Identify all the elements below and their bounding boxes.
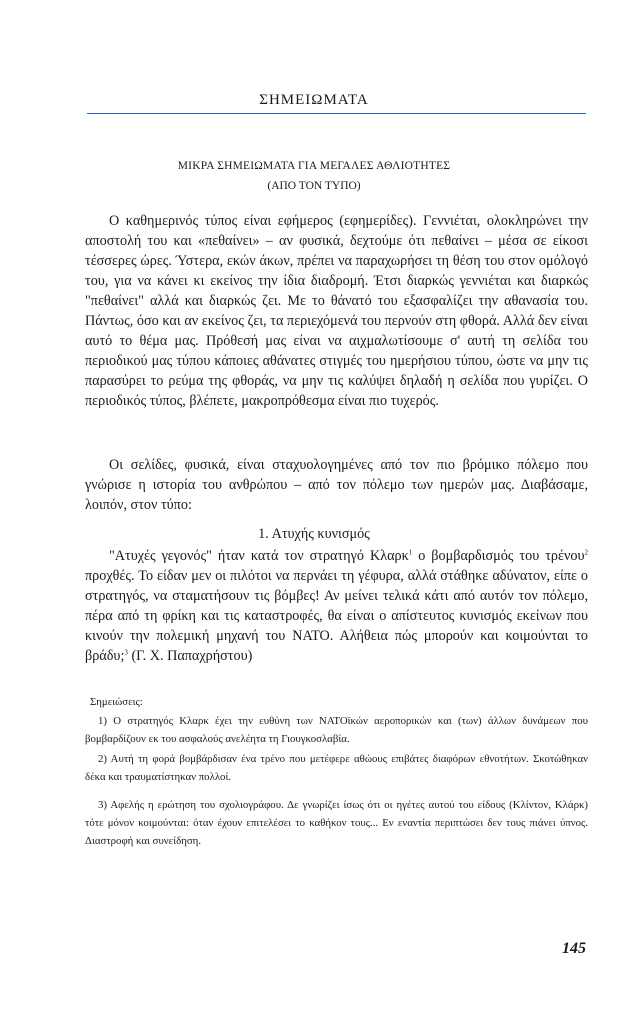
page-number: 145 [562, 940, 586, 957]
body-paragraph-1 [85, 211, 588, 411]
article-title: ΜΙΚΡΑ ΣΗΜΕΙΩΜΑΤΑ ΓΙΑ ΜΕΓΑΛΕΣ ΑΘΛΙΟΤΗΤΕΣ [177, 160, 451, 172]
footnote-ref: 2 [584, 548, 588, 557]
article-subtitle: (ΑΠΟ ΤΟΝ ΤΥΠΟ) [267, 180, 361, 192]
footnote-text: 1) Ο στρατηγός Κλαρκ έχει την ευθύνη των ΝΑΤΟϊκών αεροπορικών και (των) άλλων δυνάμεων που βομβαρδίζουν εκ του ασφαλούς ανελέητα τη Γιουγκοσλαβία. [85, 715, 588, 745]
header-rule [87, 113, 586, 114]
footnote-2 [85, 750, 588, 786]
footnote-text: 3) Αφελής η ερώτηση του σχολιογράφου. Δε γνωρίζει ίσως ότι οι ηγέτες αυτού του είδους (Κλίντον, Κλάρκ) τότε μόνον κοιμούνται: όταν έχουν επιτελέσει το καθήκον τους... Εν εναντία περιπτώσει δεν τους πιάνει ύπνος. Διαστροφή και συνείδηση. [85, 799, 588, 847]
footnote-3 [85, 796, 588, 850]
paragraph-text-part: "Ατυχές γεγονός" ήταν κατά τον στρατηγό Κλαρκ [109, 548, 409, 564]
notes-heading: Σημειώσεις: [90, 696, 143, 708]
paragraph-text: Ο καθημερινός τύπος είναι εφήμερος (εφημερίδες). Γεννιέται, ολοκληρώνει την αποστολή του και «πεθαίνει» – αν φυσικά, δεχτούμε ότι πεθαίνει – μέσα σε είκοσι τέσσερες ώρες. Ύστερα, εκών άκων, πρέπει να παραχωρήσει τη θέση του στον ομόλογό του, για να κάνει κι εκείνος την ίδια διαδρομή. Έτσι διαρκώς γεννιέται και διαρκώς "πεθαίνει" αλλά και διαρκώς ζει. Με το θάνατό του εξασφαλίζει την αθανασία του. Πάντως, όσο και αν εκείνος ζει, τα περιεχόμενά του περνούν στη φθορά. Αλλά δεν είναι αυτό το θέμα μας. Πρόθεσή μας είναι να αιχμαλωτίσουμε σ' αυτή τη σελίδα του περιοδικού μας τύπου κάποιες αθάνατες στιγμές του ημερήσιου τύπου, ώστε να μην τις παρασύρει το ρεύμα της φθοράς, να μην τις καλύψει δηλαδή η σελίδα που γυρίζει. Ο περιοδικός τύπος, βλέπετε, μακροπρόθεσμα είναι πιο τυχερός. [85, 213, 588, 409]
paragraph-text-part: προχθές. Το είδαν μεν οι πιλότοι να περνάει τη γέφυρα, αλλά στάθηκε αδύνατον, είπε ο στρατηγός, να σταματήσουν τις βόμβες! Αν μείνει τελικά κάτι από αυτόν τον πόλεμο, πέρα από τη φρίκη και τις καταστροφές, θα είναι ο απίστευτος κυνισμός εκείνων που κινούν την πολεμική μηχανή του ΝΑΤΟ. Αλήθεια πώς μπορούν και κοιμούνται το βράδυ; [85, 568, 588, 664]
paragraph-text [85, 546, 588, 666]
body-paragraph-2 [85, 455, 588, 515]
footnote-text: 2) Αυτή τη φορά βομβάρδισαν ένα τρένο που μετέφερε αθώους επιβάτες διαφόρων εθνοτήτων. Σκοτώθηκαν δέκα και τραυματίστηκαν πολλοί. [85, 753, 588, 783]
body-paragraph-3 [85, 546, 588, 666]
paragraph-text: Οι σελίδες, φυσικά, είναι σταχυολογημένες από τον πιο βρόμικο πόλεμο που γνώρισε η ιστορία του ανθρώπου – από τον πόλεμο των ημερών μας. Διαβάσαμε, λοιπόν, στον τύπο: [85, 457, 588, 513]
footnote-1 [85, 712, 588, 748]
running-head: ΣΗΜΕΙΩΜΑΤΑ [259, 92, 369, 108]
paragraph-text-part: ο βομβαρδισμός του τρένου [412, 548, 585, 564]
footnote-ref: 1 [408, 548, 413, 557]
footnote-ref: 3 [124, 648, 128, 657]
section-title: 1. Ατυχής κυνισμός [258, 526, 370, 542]
paragraph-text-part: (Γ. Χ. Παπαχρήστου) [127, 648, 253, 664]
